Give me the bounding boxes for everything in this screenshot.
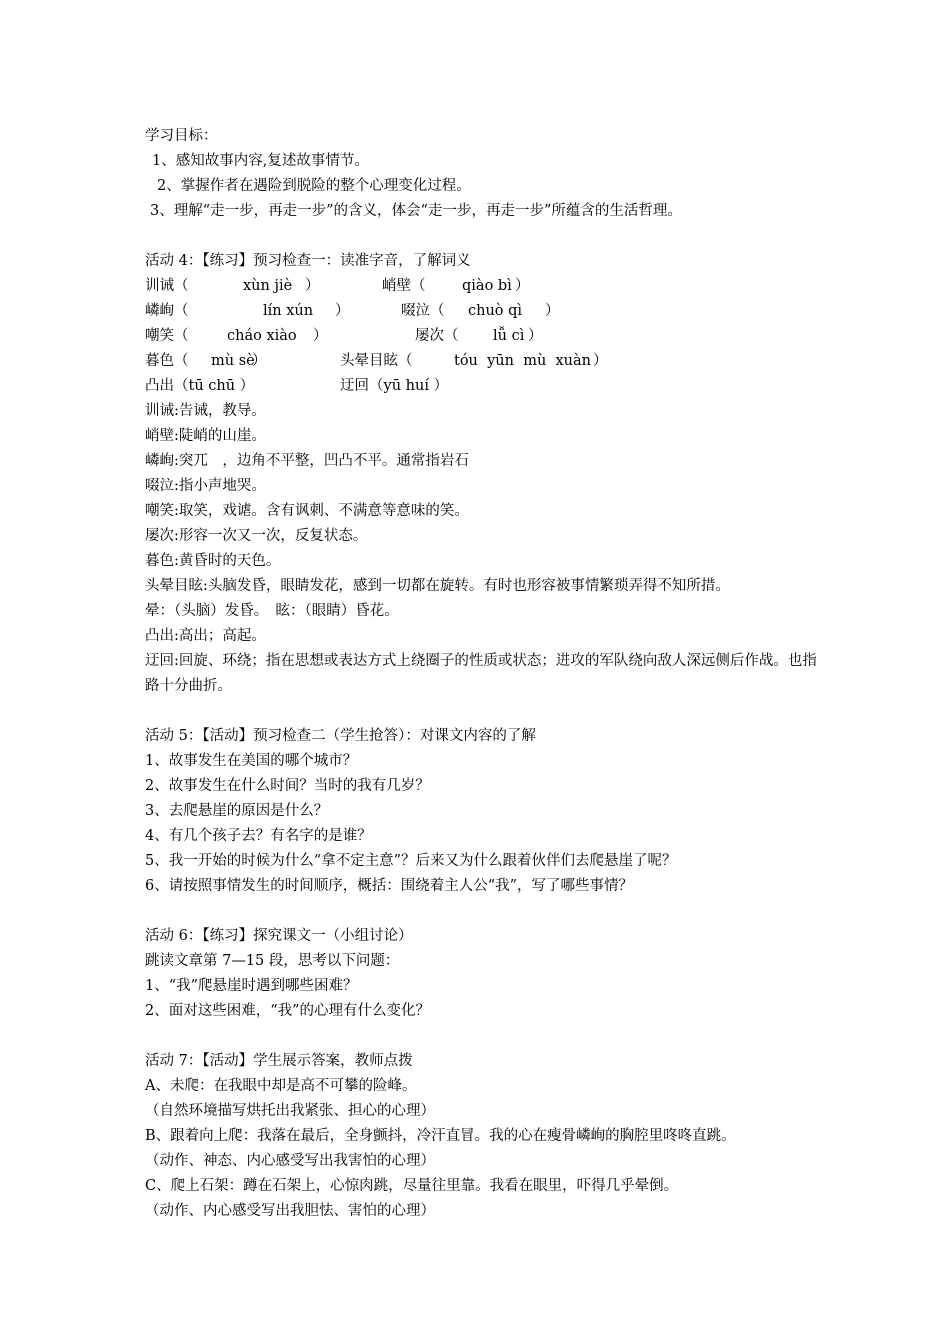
question: 1、“我”爬悬崖时遇到哪些困难？ — [145, 978, 358, 994]
vocab-word: 训诫（ — [145, 278, 189, 294]
vocab-pinyin: xùn jiè — [243, 278, 293, 294]
question: 5、我一开始的时候为什么“拿不定主意”？后来又为什么跟着伙伴们去爬悬崖了呢？ — [145, 853, 677, 869]
answer-line: （自然环境描写烘托出我紧张、担心的心理） — [145, 1103, 435, 1119]
vocab-close: ） — [528, 328, 543, 344]
vocab-word: 峭壁（ — [382, 278, 426, 294]
definition: 嶙峋:突兀 ，边角不平整，凹凸不平。通常指岩石 — [145, 453, 469, 469]
vocab-row — [145, 274, 825, 299]
question: 2、面对这些困难，“我”的心理有什么变化？ — [145, 1003, 431, 1019]
document-page — [145, 124, 825, 1224]
vocab-word: 暮色（ — [145, 353, 189, 369]
definition: 头晕目眩:头脑发昏，眼睛发花，感到一切都在旋转。有时也形容被事情繁琐弄得不知所措。 — [145, 578, 730, 594]
definition: 暮色:黄昏时的天色。 — [145, 553, 281, 569]
vocab-close: ） — [545, 303, 560, 319]
vocab-word: 头晕目眩（ — [340, 353, 413, 369]
activity6-title: 活动 6：【练习】探究课文一（小组讨论） — [145, 928, 413, 944]
paragraph-gap — [145, 899, 825, 924]
vocab-pinyin: qiào bì — [462, 278, 512, 294]
definition: 训诫:告诫，教导。 — [145, 403, 266, 419]
objectives-title: 学习目标： — [145, 128, 218, 144]
vocab-pinyin: lín xún — [263, 303, 314, 319]
definition: 嘲笑:取笑，戏谑。含有讽刺、不满意等意味的笑。 — [145, 503, 469, 519]
vocab-word: 嘲笑（ — [145, 328, 189, 344]
objective-item: 1、感知故事内容,复述故事情节。 — [152, 153, 369, 169]
vocab-word: 迂回（yū huí ） — [340, 378, 449, 394]
vocab-pinyin: tóu yūn mù xuàn — [454, 353, 592, 369]
definition: 迂回:回旋、环绕；指在思想或表达方式上绕圈子的性质或状态；进攻的军队绕向敌人深远侧后作战。也指路十分曲折。 — [145, 653, 817, 694]
question: 6、请按照事情发生的时间顺序，概括：围绕着主人公“我”，写了哪些事情？ — [145, 878, 634, 894]
definition: 凸出:高出；高起。 — [145, 628, 266, 644]
vocab-row — [145, 324, 825, 349]
answer-line: A、未爬：在我眼中却是高不可攀的险峰。 — [145, 1078, 417, 1094]
vocab-pinyin: lǚ cì — [493, 328, 525, 344]
objective-item: 3、理解“走一步，再走一步”的含义，体会“走一步，再走一步”所蕴含的生活哲理。 — [150, 203, 682, 219]
activity4-title: 活动 4：【练习】预习检查一：读准字音，了解词义 — [145, 253, 471, 269]
paragraph-gap — [145, 699, 825, 724]
question: 3、去爬悬崖的原因是什么？ — [145, 803, 329, 819]
answer-line: C、爬上石架：蹲在石架上，心惊肉跳，尽量往里靠。我看在眼里，吓得几乎晕倒。 — [145, 1178, 679, 1194]
objective-item: 2、掌握作者在遇险到脱险的整个心理变化过程。 — [157, 178, 471, 194]
question: 4、有几个孩子去？有名字的是谁？ — [145, 828, 372, 844]
vocab-pinyin: chuò qì — [468, 303, 523, 319]
vocab-close: ） — [335, 303, 350, 319]
vocab-pinyin: mù sè — [211, 353, 255, 369]
vocab-close: ） — [313, 328, 328, 344]
vocab-word: 啜泣（ — [401, 303, 445, 319]
answer-line: （动作、内心感受写出我胆怯、害怕的心理） — [145, 1203, 435, 1219]
definition: 屡次:形容一次又一次，反复状态。 — [145, 528, 368, 544]
vocab-word: 嶙峋（ — [145, 303, 189, 319]
vocab-pinyin: cháo xiào — [227, 328, 297, 344]
vocab-row — [145, 299, 825, 324]
vocab-word: 凸出（tū chū ） — [145, 378, 255, 394]
vocab-close: ） — [593, 353, 608, 369]
vocab-close: ） — [252, 353, 267, 369]
answer-line: （动作、神态、内心感受写出我害怕的心理） — [145, 1153, 435, 1169]
activity5-title: 活动 5：【活动】预习检查二（学生抢答）：对课文内容的了解 — [145, 728, 536, 744]
vocab-row — [145, 374, 825, 399]
answer-line: B、跟着向上爬：我落在最后，全身颤抖，冷汗直冒。我的心在瘦骨嶙峋的胸腔里咚咚直跳。 — [145, 1128, 736, 1144]
paragraph-gap — [145, 1024, 825, 1049]
activity6-intro: 跳读文章第 7—15 段，思考以下问题： — [145, 953, 400, 969]
definition: 晕：（头脑）发昏。 眩：（眼睛）昏花。 — [145, 603, 399, 619]
question: 1、故事发生在美国的哪个城市？ — [145, 753, 358, 769]
paragraph-gap — [145, 224, 825, 249]
activity7-title: 活动 7：【活动】学生展示答案，教师点拨 — [145, 1053, 413, 1069]
definition: 峭壁:陡峭的山崖。 — [145, 428, 266, 444]
definition: 啜泣:指小声地哭。 — [145, 478, 266, 494]
vocab-close: ） — [305, 278, 320, 294]
vocab-row — [145, 349, 825, 374]
vocab-close: ） — [515, 278, 530, 294]
vocab-word: 屡次（ — [415, 328, 459, 344]
question: 2、故事发生在什么时间？当时的我有几岁？ — [145, 778, 430, 794]
